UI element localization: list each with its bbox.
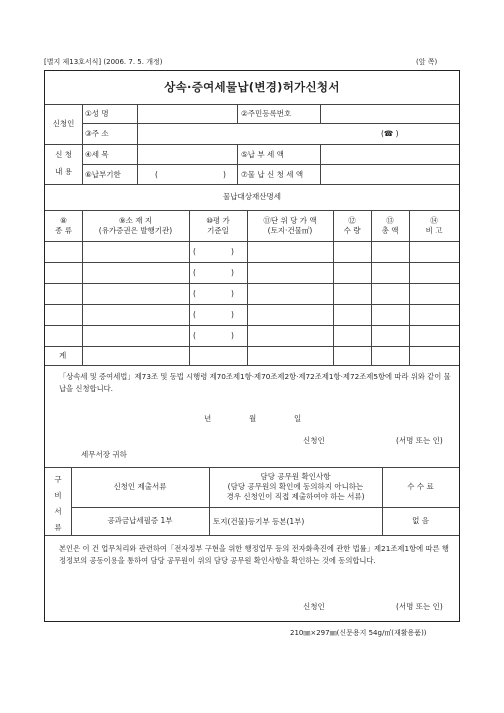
fee-header: 수 수 료 [407,481,434,491]
statement-text: 「상속세 및 증여세법」제73조 및 동법 시행령 제70조제1항·제70조제2항·제72조제1항·제72조제5항에 따라 위와 같이 물납을 신청합니다. [59,372,451,394]
date-day: 일 [294,413,302,423]
tax-item-field[interactable] [138,145,236,163]
signature-sign: (서명 또는 인) [396,435,443,445]
signature-field[interactable] [330,433,390,447]
col-header-location: ⑨소 재 지 (유가증권은 발행기관) [98,215,173,235]
col-header-unit-price: ⑪단 위 당 가 액 (토지·건물㎡) [263,215,317,235]
docs-group-label-4: 류 [54,522,62,532]
property-section-title: 물납대상재산명세 [223,191,281,201]
row-paren-close: ) [231,268,234,277]
due-date-paren-close: ) [223,169,226,179]
table-row[interactable]: ( [193,289,196,298]
col-header-quantity: ⑫ 수 량 [343,215,361,235]
form-title: 상속·증여세물납(변경)허가신청서 [164,79,340,94]
request-group-label-2: 내 용 [55,166,72,176]
docs-group-label-1: 구 [54,474,62,484]
date-month: 월 [249,413,257,423]
consent-signature-label: 신청인 [303,601,325,611]
payment-amount-label: ⑦물 납 신 청 세 액 [241,169,304,179]
form-number: [별지 제13호서식] (2006. 7. 5. 개정) [44,58,163,66]
table-row[interactable]: ( [193,268,196,277]
tax-amount-label: ⑤납 부 세 액 [241,149,284,159]
docs-group-label-2: 비 [54,490,62,500]
resident-id-field[interactable] [321,105,458,122]
due-date-paren-open: ( [155,169,158,179]
address-label: ③주 소 [85,129,109,138]
fee-item: 없 음 [412,515,429,525]
consent-signature-sign: (서명 또는 인) [396,601,443,611]
official-check-item: 토지(건물)등기부 등본(1부) [213,516,305,526]
tax-amount-field[interactable] [321,145,458,163]
table-row[interactable]: ( [193,247,196,256]
due-date-field[interactable] [161,166,221,182]
table-row[interactable]: ( [193,331,196,340]
official-check-header: 담당 공무원 확인사항 (담당 공무원의 확인에 동의하지 아니하는 경우 신청인이 직접 제출하여야 하는 서류) [226,471,365,502]
addressee: 세무서장 귀하 [81,449,127,459]
page-side: (앞 쪽) [416,58,438,66]
application-form [44,70,460,622]
date-year: 년 [204,413,212,423]
consent-signature-field[interactable] [330,599,390,613]
signature-label: 신청인 [303,435,325,445]
paper-spec: 210㎜×297㎜(신문용지 54g/㎡(재활용품)) [290,629,427,637]
col-header-type: ⑧ 종 류 [55,215,72,235]
col-header-remarks: ⑭ 비 고 [425,215,443,235]
row-paren-close: ) [231,289,234,298]
name-field[interactable] [138,105,236,122]
address-field[interactable] [138,124,378,143]
payment-amount-field[interactable] [321,165,458,183]
due-date-label: ⑥납부기한 [85,169,121,179]
tax-item-label: ④세 목 [85,149,109,159]
row-paren-close: ) [231,310,234,319]
applicant-group-label: 신청인 [52,118,75,128]
col-header-valuation-date: ⑩평 가 기준일 [206,215,230,235]
col-header-total: ⑬ 총 액 [381,215,399,235]
submit-docs-header: 신청인 제출서류 [113,481,167,491]
request-group-label-1: 신 청 [55,149,72,159]
consent-text: 본인은 이 건 업무처리와 관련하여「전자정부 구현을 위한 행정업무 등의 전자화촉진에 관한 법률」제21조제1항에 따른 행정정보의 공동이용을 통하여 담당 공무원이 위의 담당 공무원 확인사항을 확인하는 것에 동의합니다. [59,544,449,566]
resident-id-label: ②주민등록번호 [241,109,292,118]
table-row[interactable]: ( [193,310,196,319]
row-paren-close: ) [231,247,234,256]
name-label: ①성 명 [85,109,109,118]
row-paren-close: ) [231,331,234,340]
submit-doc-item: 공과금납세필증 1부 [107,515,173,525]
phone-field[interactable]: (☎ ) [381,129,399,138]
total-row-label: 계 [59,351,67,360]
docs-group-label-3: 서 [54,506,62,516]
